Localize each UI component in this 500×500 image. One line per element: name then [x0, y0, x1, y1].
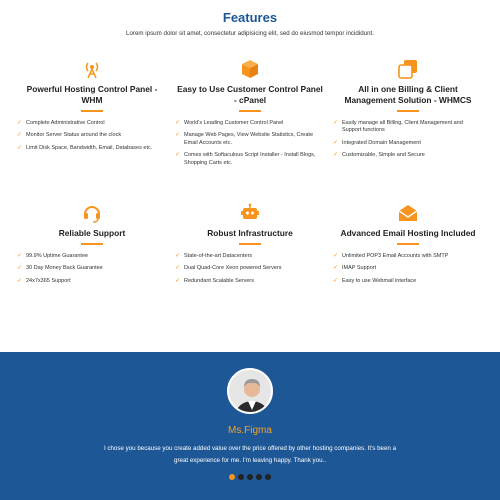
check-icon: ✓ — [17, 265, 23, 271]
feature-list — [175, 253, 325, 286]
check-icon: ✓ — [333, 252, 339, 259]
check-icon: ✓ — [175, 252, 181, 259]
feature-card-email — [333, 202, 483, 290]
features-subtitle: Lorem ipsum dolor sit amet, consectetur adipisicing elit, sed do eiusmod tempor incididunt. — [126, 30, 374, 37]
testimonial-section — [0, 352, 500, 500]
check-icon: ✓ — [333, 277, 339, 284]
check-icon: ✓ — [17, 132, 23, 138]
cube-icon — [240, 59, 260, 79]
robot-icon — [240, 203, 260, 223]
carousel-dot-4[interactable] — [256, 474, 262, 480]
list-item: ✓ Monitor Server Status around the clock — [17, 132, 122, 138]
check-icon: ✓ — [175, 152, 181, 158]
list-item: ✓ Easy to use Webmail interface — [333, 277, 417, 284]
feature-list — [333, 120, 483, 160]
feature-card-whm — [17, 58, 167, 157]
feature-card-cpanel — [175, 58, 325, 172]
check-icon: ✓ — [333, 139, 339, 146]
check-icon: ✓ — [17, 252, 23, 259]
list-item: ✓ Dual Quad-Core Xeon powered Servers — [175, 265, 282, 271]
feature-card-title: All in one Billing & Client Management Solution - WHMCS — [344, 84, 472, 105]
envelope-icon — [398, 203, 418, 223]
list-item: ✓ 24x7x365 Support — [17, 277, 71, 284]
check-icon: ✓ — [175, 265, 181, 271]
check-icon: ✓ — [333, 119, 339, 126]
person-icon — [229, 370, 273, 414]
check-icon: ✓ — [333, 265, 339, 271]
feature-card-title: Powerful Hosting Control Panel - WHM — [26, 84, 158, 105]
list-item: ✓ Complete Administrative Control — [17, 119, 105, 126]
list-item: ✓ Customizable, Simple and Secure — [333, 152, 425, 158]
list-item: ✓ World's Leading Customer Control Panel — [175, 119, 284, 126]
check-icon: ✓ — [175, 277, 181, 284]
feature-list — [333, 253, 483, 286]
list-item: ✓ Comes with Softaculous Script Installer - Install Blogs, Shopping Carts etc. — [175, 152, 316, 166]
check-icon: ✓ — [17, 119, 23, 126]
check-icon: ✓ — [17, 277, 23, 284]
feature-card-title: Reliable Support — [58, 228, 126, 238]
feature-card-title: Advanced Email Hosting Included — [340, 228, 476, 238]
feature-list — [17, 120, 167, 153]
feature-card-infrastructure — [175, 202, 325, 290]
title-underline — [397, 243, 419, 245]
testimonial-name: Ms.Figma — [228, 425, 272, 436]
carousel-dot-3[interactable] — [247, 474, 253, 480]
title-underline — [239, 243, 261, 245]
list-item: ✓ Easily manage all Billing, Client Management and Support functions — [333, 119, 463, 133]
feature-card-support — [17, 202, 167, 290]
title-underline — [397, 110, 419, 112]
list-item: ✓ State-of-the-art Datacenters — [175, 252, 253, 259]
list-item: ✓ Manage Web Pages, View Website Statistics, Create Email Accounts etc. — [175, 132, 314, 146]
title-underline — [81, 110, 103, 112]
list-item: ✓ Integrated Domain Management — [333, 139, 421, 146]
feature-list — [17, 253, 167, 286]
list-item: ✓ IMAP Support — [333, 265, 377, 271]
overlapping-squares-icon — [398, 59, 418, 79]
features-title: Features — [222, 10, 278, 25]
feature-card-title: Easy to Use Customer Control Panel - cPanel — [177, 84, 323, 105]
feature-card-title: Robust Infrastructure — [207, 228, 293, 238]
carousel-dot-5[interactable] — [265, 474, 271, 480]
check-icon: ✓ — [175, 119, 181, 126]
title-underline — [81, 243, 103, 245]
list-item: ✓ Unlimited POP3 Email Accounts with SMTP — [333, 252, 449, 259]
carousel-dots — [0, 474, 500, 480]
check-icon: ✓ — [17, 144, 23, 151]
title-underline — [239, 110, 261, 112]
avatar — [227, 368, 273, 414]
list-item: ✓ Limit Disk Space, Bandwidth, Email, Databases etc. — [17, 144, 153, 151]
feature-card-whmcs — [333, 58, 483, 165]
check-icon: ✓ — [175, 132, 181, 138]
antenna-icon — [82, 59, 102, 79]
headset-icon — [82, 203, 102, 223]
testimonial-quote: I chose you because you create added value over the price offered by other hosting companies. It's been a great experience for me. I'm leaving happy. Thank you.. — [103, 445, 397, 464]
carousel-dot-2[interactable] — [238, 474, 244, 480]
feature-list — [175, 120, 325, 168]
check-icon: ✓ — [333, 152, 339, 158]
list-item: ✓ 99.9% Uptime Guarantee — [17, 252, 89, 259]
carousel-dot-1[interactable] — [229, 474, 235, 480]
list-item: ✓ 30 Day Money Back Guarantee — [17, 265, 103, 271]
list-item: ✓ Redundant Scalable Servers — [175, 277, 255, 284]
